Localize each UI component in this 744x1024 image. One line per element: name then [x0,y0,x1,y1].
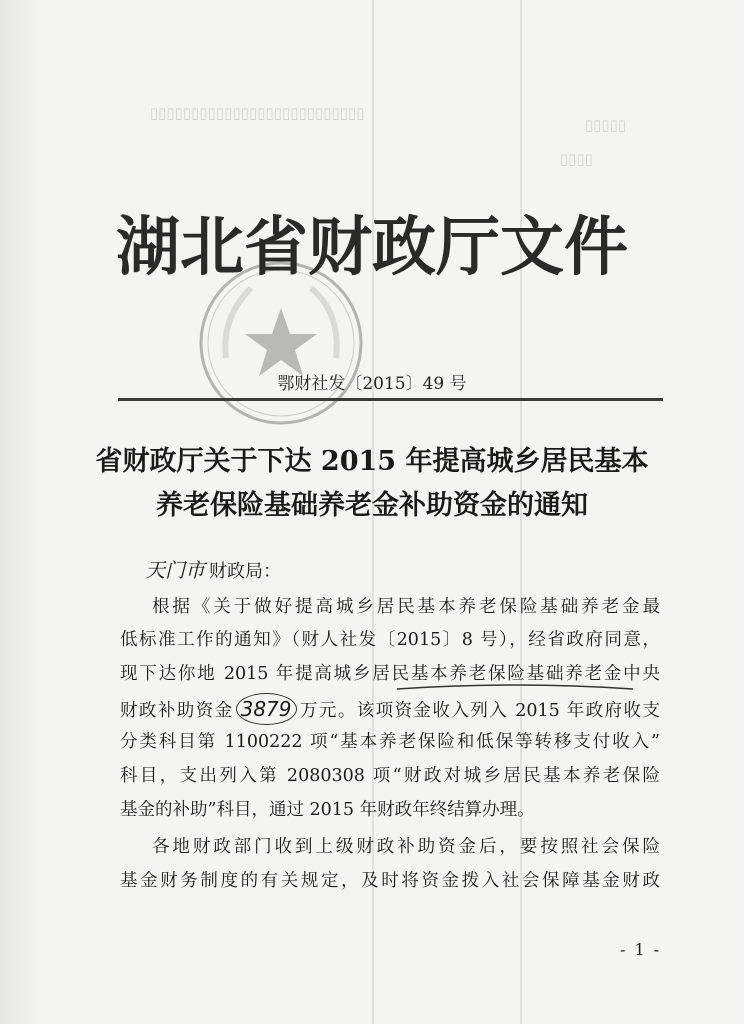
handwritten-underline [395,683,635,693]
notice-title-line: 养老保险基础养老金补助资金的通知 [156,490,588,521]
body-text-line: 各地财政部门收到上级财政补助资金后，要按照社会保险 [152,837,660,857]
body-text: 万元。该项资金收入列入 2015 年政府收支 [298,701,660,721]
body-text-line: 基金财务制度的有关规定，及时将资金拨入社会保障基金财政 [120,871,660,891]
bleed-through-text: ▯▯▯▯▯ [585,116,627,134]
body-text-line: 分类科目第 1100222 项“基本养老保险和低保等转移支付收入” [120,732,660,752]
bleed-through-text: ▯▯▯▯▯▯▯▯▯▯▯▯▯▯▯▯▯▯▯▯▯▯▯▯▯▯ [150,104,365,122]
body-text-line: 低标准工作的通知》（财人社发〔2015〕8 号），经省政府同意， [120,630,660,650]
page-number: - 1 - [620,940,662,959]
document-header-title: 湖北省财政厅文件 [116,211,628,285]
body-text-line [120,693,660,726]
notice-title-line: 省财政厅关于下达 2015 年提高城乡居民基本 [95,446,649,477]
header-rule [118,398,663,401]
bleed-through-text: ▯▯▯▯ [560,150,594,168]
body-text-line: 基金的补助”科目，通过 2015 年财政年终结算办理。 [120,800,535,820]
addressee-label: 财政局： [209,561,281,582]
body-text-line: 现下达你地 2015 年提高城乡居民基本养老保险基础养老金中央 [120,664,660,684]
document-number: 鄂财社发〔2015〕49 号 [277,374,467,394]
handwritten-amount: 3879 [236,693,297,725]
body-text-line: 科目，支出列入第 2080308 项“财政对城乡居民基本养老保险 [120,766,660,786]
handwritten-addressee: 天门市 [145,558,205,582]
body-text: 财政补助资金 [120,701,234,721]
body-text-line: 根据《关于做好提高城乡居民基本养老保险基础养老金最 [152,597,660,617]
notice-title [0,440,744,528]
addressee [145,555,281,587]
